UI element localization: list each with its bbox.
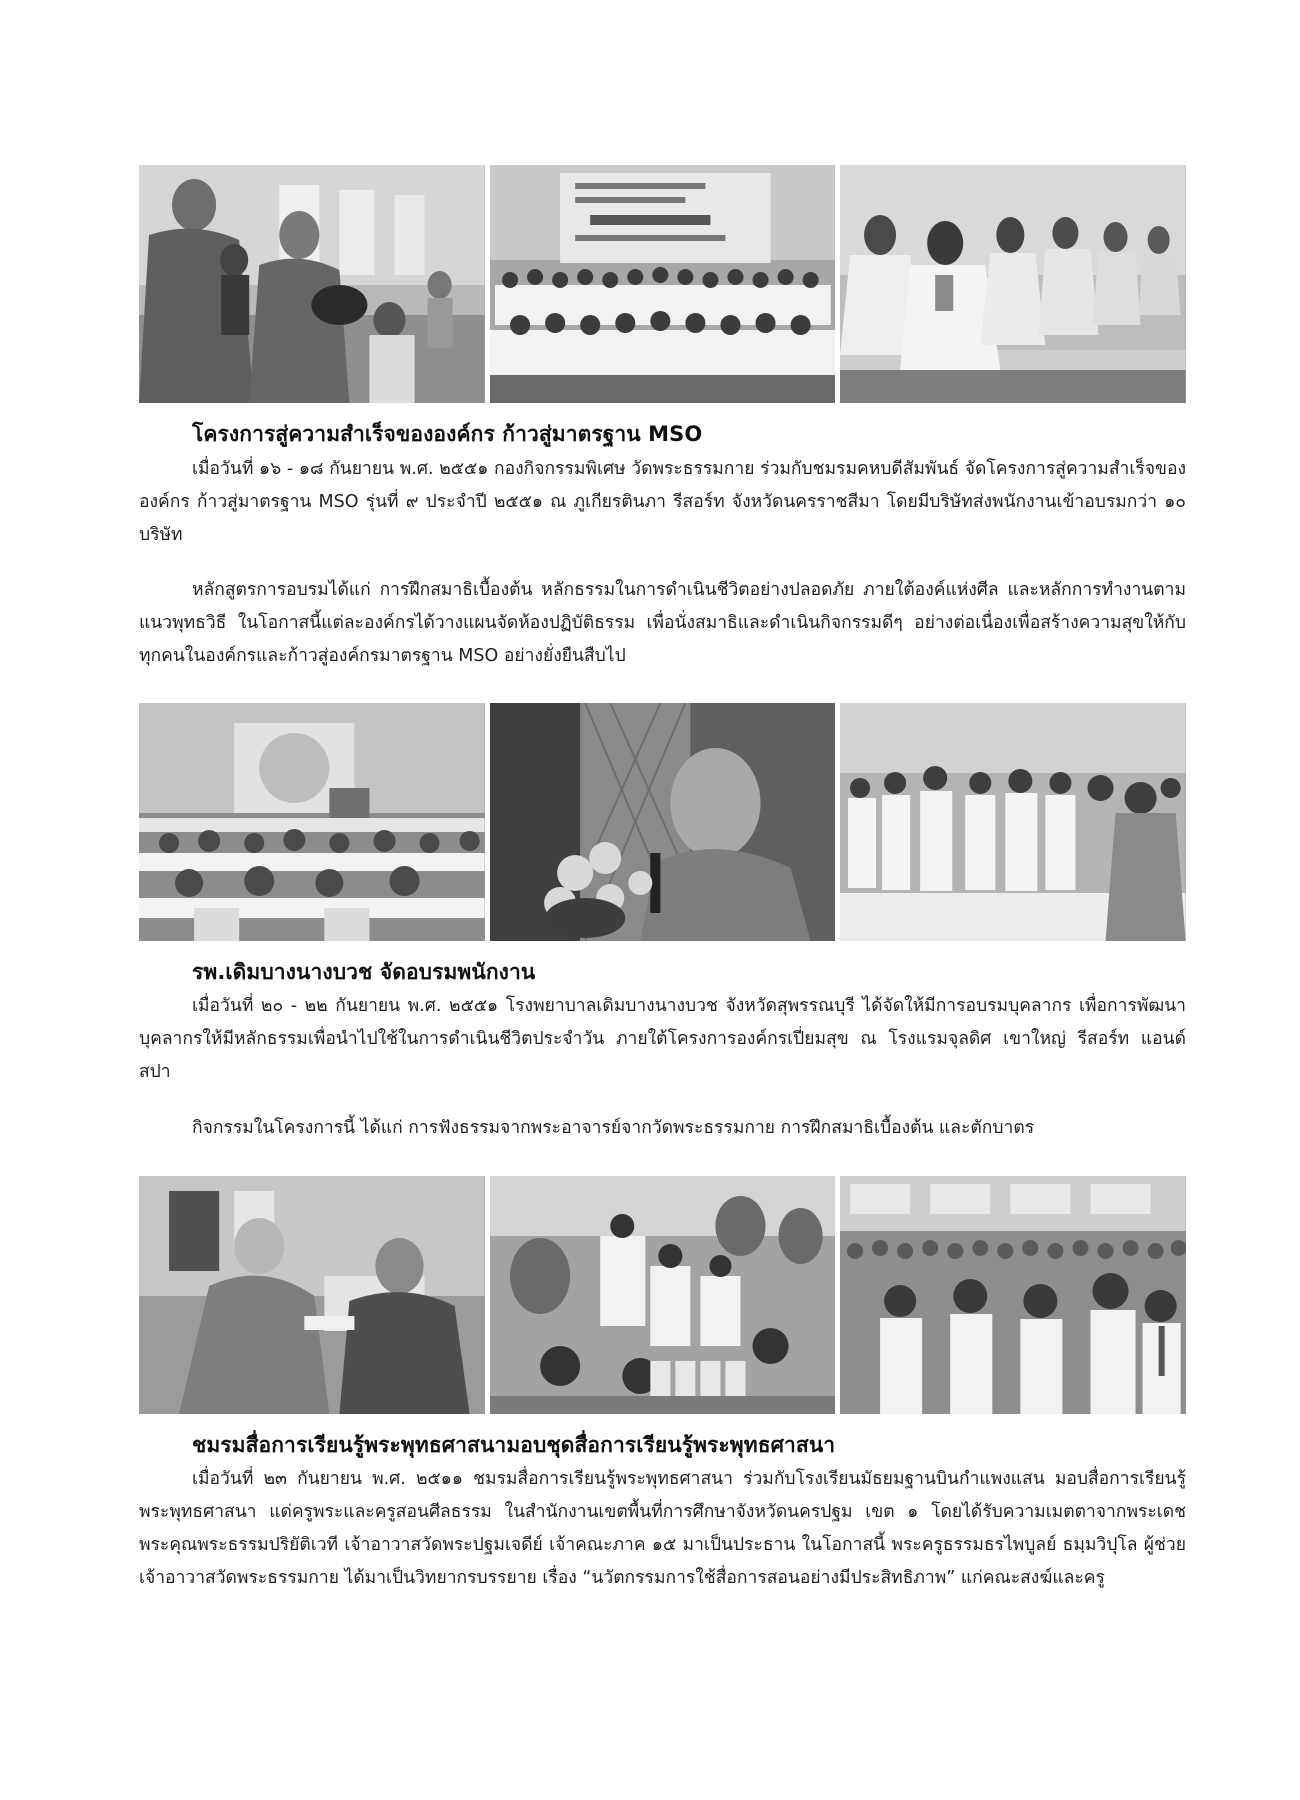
section-title-hospital: รพ.เดิมบางนางบวช จัดอบรมพนักงาน — [192, 960, 536, 984]
photo-monk-presenting — [139, 1176, 485, 1414]
photo-row-1 — [139, 165, 1186, 403]
section-2-paragraph-2: กิจกรรมในโครงการนี้ ได้แก่ การฟังธรรมจากพระอาจารย์จากวัดพระธรรมกาย การฝึกสมาธิเบื้องต้น และตักบาตร — [192, 1118, 1035, 1138]
section-1-paragraph-2: หลักสูตรการอบรมได้แก่ การฝึกสมาธิเบื้องต้น หลักธรรมในการดำเนินชีวิตอย่างปลอดภัย ภายใต้องค์แห่งศีล และหลักการทำงานตามแนวพุทธวิธี ในโอกาสนี้แต่ละองค์กรได้วางแผนจัดห้องปฏิบัติธรรม เพื่อนั่งสมาธิและดำเนินกิจกรรมดีๆ อย่างต่อเนื่องเพื่อสร้างความสุขให้กับทุกคนในองค์กรและก้าวสู่องค์กรมาตรฐาน MSO อย่างยั่งยืนสืบไป — [139, 580, 1186, 666]
photo-mso-group — [490, 165, 836, 403]
photo-row-3 — [139, 1176, 1186, 1414]
section-title-buddhism-media: ชมรมสื่อการเรียนรู้พระพุทธศาสนามอบชุดสื่อการเรียนรู้พระพุทธศาสนา — [192, 1433, 836, 1457]
photo-training-hall — [139, 703, 485, 941]
photo-staff-activity — [840, 703, 1186, 941]
photo-teachers-receiving-media — [490, 1176, 836, 1414]
photo-row-2 — [139, 703, 1186, 941]
photo-monk-speaker — [490, 703, 836, 941]
section-1-paragraph-1: เมื่อวันที่ ๑๖ - ๑๘ กันยายน พ.ศ. ๒๕๕๑ กองกิจกรรมพิเศษ วัดพระธรรมกาย ร่วมกับชมรมคหบดีสัมพันธ์ จัดโครงการสู่ความสำเร็จขององค์กร ก้าวสู่มาตรฐาน MSO รุ่นที่ ๙ ประจำปี ๒๕๕๑ ณ ภูเกียรตินภา รีสอร์ท จังหวัดนครราชสีมา โดยมีบริษัทส่งพนักงานเข้าอบรมกว่า ๑๐ บริษัท — [139, 459, 1186, 545]
photo-participants-praying — [840, 165, 1186, 403]
section-title-mso: โครงการสู่ความสำเร็จขององค์กร ก้าวสู่มาตรฐาน MSO — [192, 422, 703, 446]
section-2-paragraph-1: เมื่อวันที่ ๒๐ - ๒๒ กันยายน พ.ศ. ๒๕๕๑ โรงพยาบาลเดิมบางนางบวช จังหวัดสุพรรณบุรี ได้จัดให้มีการอบรมบุคลากร เพื่อการพัฒนาบุคลากรให้มีหลักธรรมเพื่อนำไปใช้ในการดำเนินชีวิตประจำวัน ภายใต้โครงการองค์กรเปี่ยมสุข ณ โรงแรมจุลดิศ เขาใหญ่ รีสอร์ท แอนด์ สปา — [139, 996, 1186, 1082]
section-3-paragraph-1: เมื่อวันที่ ๒๓ กันยายน พ.ศ. ๒๕๑๑ ชมรมสื่อการเรียนรู้พระพุทธศาสนา ร่วมกับโรงเรียนมัธยมฐานบินกำแพงแสน มอบสื่อการเรียนรู้พระพุทธศาสนา แด่ครูพระและครูสอนศีลธรรม ในสำนักงานเขตพื้นที่การศึกษาจังหวัดนครปฐม เขต ๑ โดยได้รับความเมตตาจากพระเดชพระคุณพระธรรมปริยัติเวที เจ้าอาวาสวัดพระปฐมเจดีย์ เจ้าคณะภาค ๑๕ มาเป็นประธาน ในโอกาสนี้ พระครูธรรมธรไพบูลย์ ธมฺมวิปุโล ผู้ช่วยเจ้าอาวาสวัดพระธรรมกาย ได้มาเป็นวิทยากรบรรยาย เรื่อง “นวัตกรรมการใช้สื่อการสอนอย่างมีประสิทธิภาพ” แก่คณะสงฆ์และครู — [139, 1469, 1186, 1588]
photo-audience-praying — [840, 1176, 1186, 1414]
photo-monks-receiving-alms — [139, 165, 485, 403]
